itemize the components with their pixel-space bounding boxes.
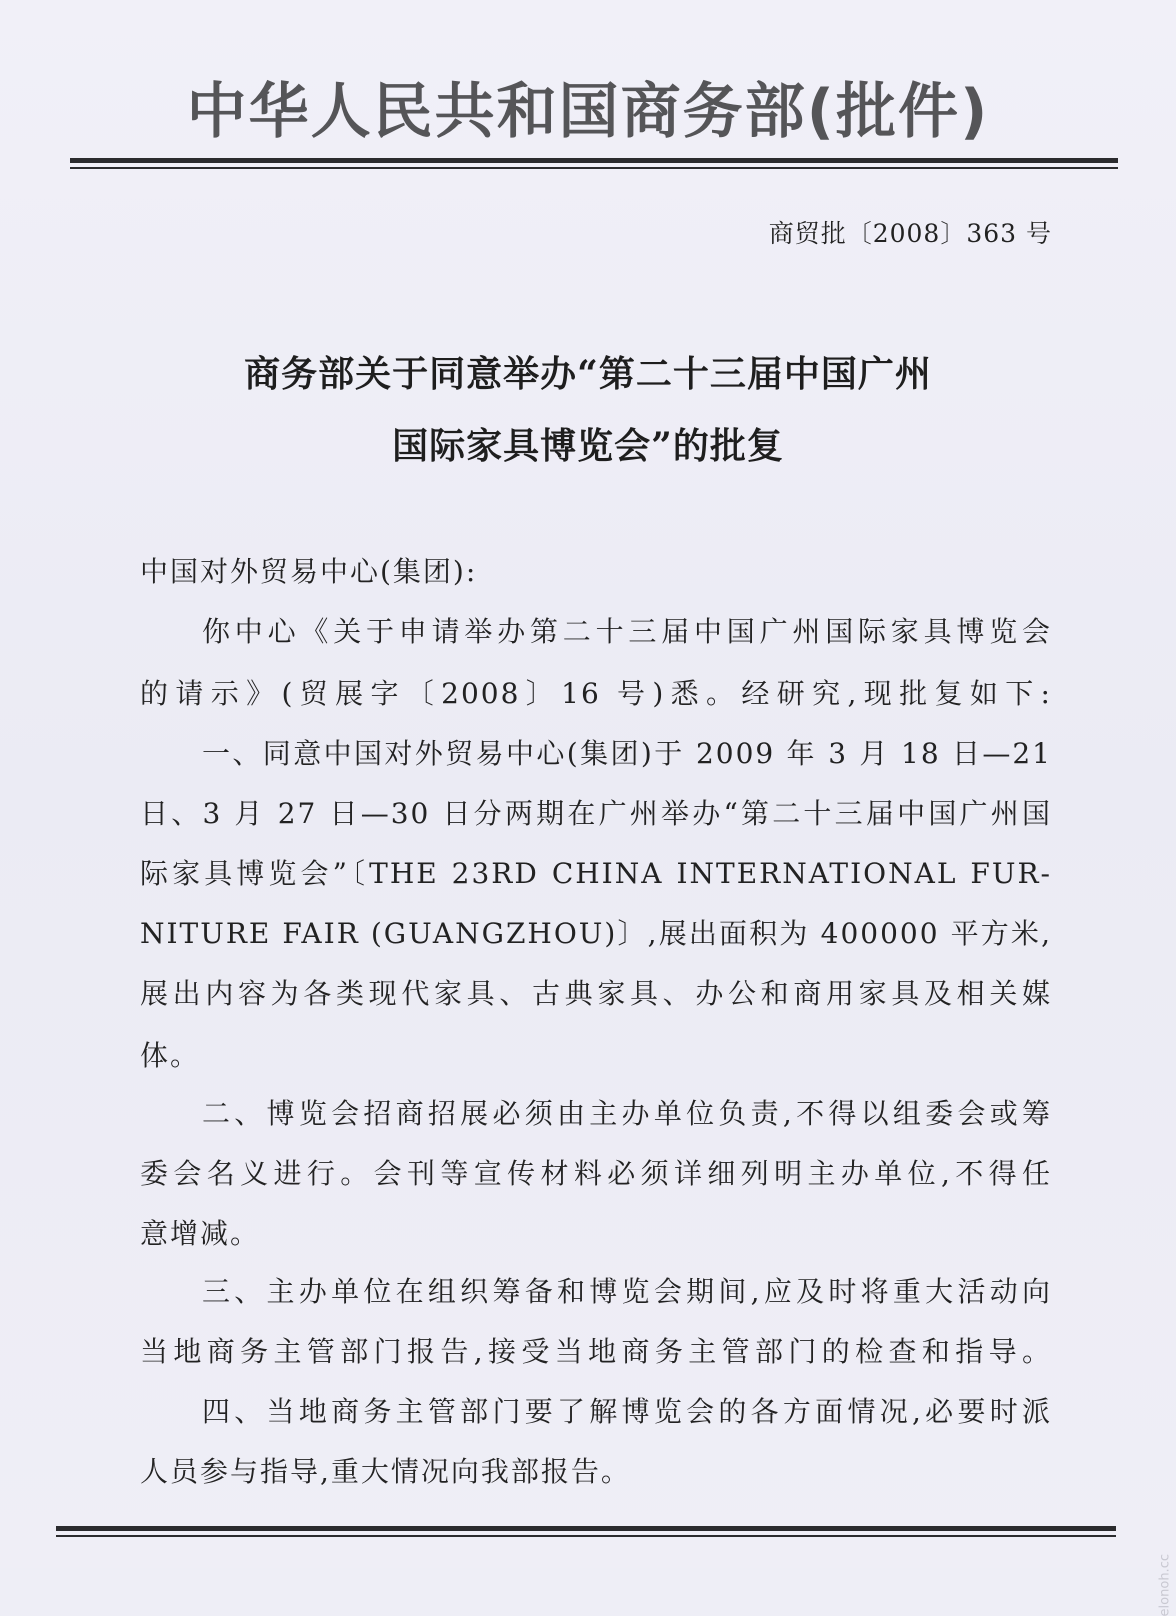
- paragraph-item1-line: NITURE FAIR (GUANGZHOU)〕,展出面积为 400000 平方米,: [140, 917, 1052, 950]
- paragraph-item3-line: 三、主办单位在组织筹备和博览会期间,应及时将重大活动向: [202, 1275, 1052, 1308]
- paragraph-item1-line: 日、3 月 27 日—30 日分两期在广州举办“第二十三届中国广州国: [140, 797, 1052, 830]
- paragraph-item1-line: 体。: [140, 1039, 201, 1072]
- paragraph-item4-line: 四、当地商务主管部门要了解博览会的各方面情况,必要时派: [202, 1395, 1052, 1428]
- paragraph-item2-line: 委会名义进行。会刊等宣传材料必须详细列明主办单位,不得任: [140, 1157, 1052, 1190]
- paragraph-item1-line: 一、同意中国对外贸易中心(集团)于 2009 年 3 月 18 日—21: [202, 737, 1052, 770]
- paragraph-intro-line: 你中心《关于申请举办第二十三届中国广州国际家具博览会: [202, 615, 1052, 648]
- paragraph-item2-line: 意增减。: [140, 1217, 261, 1250]
- watermark: elonoh.cc: [1157, 1554, 1172, 1616]
- document-title-line-1: 商务部关于同意举办“第二十三届中国广州: [244, 353, 932, 395]
- document-number: 商贸批〔2008〕363 号: [768, 219, 1052, 248]
- paragraph-item1-line: 际家具博览会”〔THE 23RD CHINA INTERNATIONAL FUR-: [140, 857, 1052, 890]
- paragraph-item3-line: 当地商务主管部门报告,接受当地商务主管部门的检查和指导。: [140, 1335, 1052, 1368]
- footer-divider: [56, 1526, 1116, 1537]
- document-title-line-2: 国际家具博览会”的批复: [392, 425, 784, 467]
- document-header-title: 中华人民共和国商务部(批件): [186, 77, 990, 147]
- paragraph-intro-line: 的请示》(贸展字〔2008〕16 号)悉。经研究,现批复如下:: [140, 677, 1052, 710]
- salutation: 中国对外贸易中心(集团):: [140, 555, 478, 588]
- paragraph-item4-line: 人员参与指导,重大情况向我部报告。: [140, 1455, 631, 1488]
- paragraph-item1-line: 展出内容为各类现代家具、古典家具、办公和商用家具及相关媒: [140, 977, 1052, 1010]
- paragraph-item2-line: 二、博览会招商招展必须由主办单位负责,不得以组委会或筹: [202, 1097, 1052, 1130]
- header-divider: [70, 158, 1118, 169]
